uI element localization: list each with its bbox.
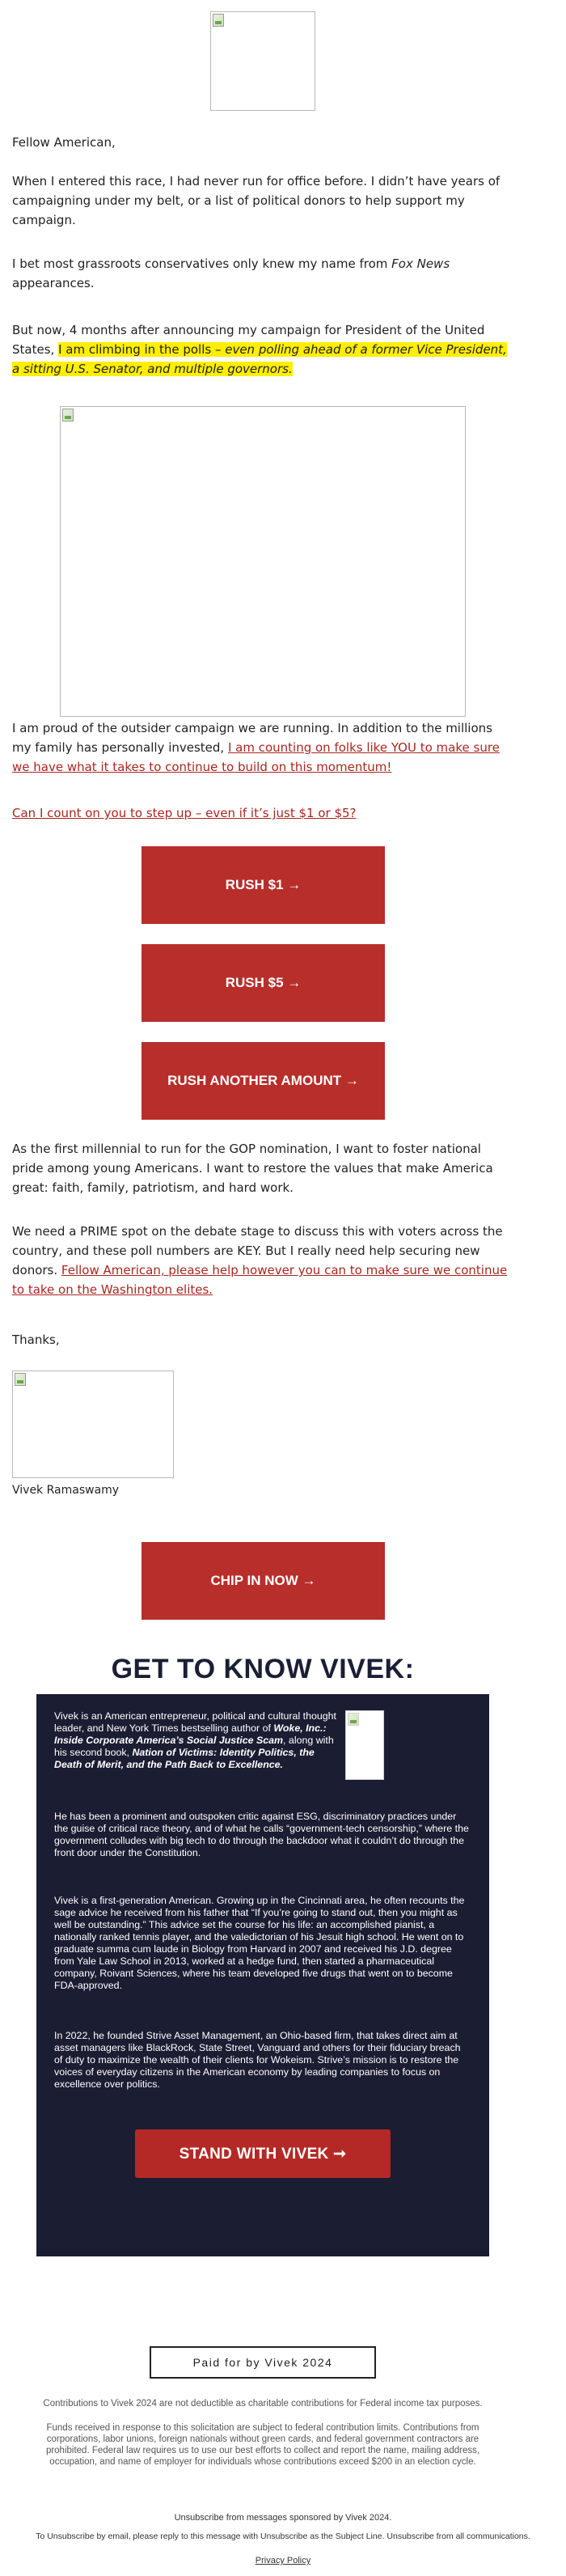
highlight-italic-text: even polling ahead of a former Vice President, a sitting U.S. Senator, and multiple governors. xyxy=(12,342,507,376)
signoff: Thanks, xyxy=(12,1332,60,1347)
about-paragraph-strive: In 2022, he founded Strive Asset Management, an Ohio-based firm, that takes direct aim at asset managers like BlackRock, State Street, Vanguard and others for their fiduciary breach of duty to maximize the wealth of their clients for Wokeism. Strive’s mission is to restore the voices of everyday citizens in the American economy by leading companies to focus on excellence over politics. xyxy=(54,2030,461,2090)
paragraph-text: appearances. xyxy=(12,276,95,290)
get-to-know-vivek-image xyxy=(345,1710,384,1780)
about-paragraph-esg: He has been a prominent and outspoken critic against ESG, discriminatory practices under the guise of critical race theory, and of what he calls “government-tech censorship,” where the government colludes with big tech to do through the backdoor what it couldn’t do through the front door under the Constitution. xyxy=(54,1811,469,1858)
contribution-limits-disclaimer: Funds received in response to this solicitation are subject to federal contribution limits. Contributions from corporations, labor unions, foreign nationals without green cards, and federal government contractors are prohibited. Federal law requires us to use our best efforts to collect and report the name, mailing address, occupation, and name of employer for individuals whose contributions exceed $200 in an election cycle. xyxy=(45,2423,480,2467)
counting-on-you-link[interactable]: I am counting on folks like YOU to make sure we have what it takes to continue to build on this momentum! xyxy=(12,740,500,774)
paragraph-text: We need a PRIME spot on the debate stage to discuss this with voters across the country, and these poll numbers are KEY. But I really need help securing new donors. xyxy=(12,1224,503,1277)
signature-image xyxy=(12,1371,174,1478)
about-paragraph-author xyxy=(54,1710,337,1771)
paragraph-text: I am proud of the outsider campaign we are running. In addition to the millions my family has personally invested, xyxy=(12,721,492,755)
paragraph-debate xyxy=(12,1222,513,1299)
fox-news-italic: Fox News xyxy=(391,256,450,271)
paragraph-fox-news xyxy=(12,254,513,293)
paid-for-box: Paid for by Vivek 2024 xyxy=(150,2346,376,2379)
main-campaign-image xyxy=(60,406,466,717)
broken-image-icon xyxy=(15,1373,26,1386)
broken-image-icon xyxy=(62,409,74,422)
help-however-link[interactable]: Fellow American, please help however you can to make sure we continue to take on the Washington elites. xyxy=(12,1263,508,1297)
about-vivek-panel xyxy=(36,1694,489,2256)
paragraph-millennial: As the first millennial to run for the GOP nomination, I want to foster national pride among young Americans. I want to restore the values that make America great: faith, family, patriotism, and hard work. xyxy=(12,1142,493,1195)
book-title-woke-inc: Woke, Inc.: Inside Corporate America’s Social Justice Scam xyxy=(54,1722,327,1746)
book-title-nation-of-victims: Nation of Victims: Identity Politics, the Death of Merit, and the Path Back to Excellence. xyxy=(54,1747,315,1770)
signature-name: Vivek Ramaswamy xyxy=(12,1484,120,1497)
about-paragraph-background: Vivek is a first-generation American. Growing up in the Cincinnati area, he often recounts the sage advice he received from his father that “If you’re going to stand out, then you might as well be outstanding.” This advice set the course for his life: an accomplished pianist, a nationally ranked tennis player, and the valedictorian of his Jesuit high school. He went on to graduate summa cum laude in Biology from Harvard in 2007 and received his J.D. degree from Yale Law School in 2013, worked at a hedge fund, then started a pharmaceutical company, Roivant Sciences, where his team developed five drugs that went on to become FDA-approved. xyxy=(54,1895,465,1991)
unsubscribe-email-text: To Unsubscribe by email, please reply to this message with Unsubscribe as the Subject Line. Unsubscribe from all communications. xyxy=(36,2532,530,2541)
paragraph-polls xyxy=(12,320,513,379)
tax-disclaimer: Contributions to Vivek 2024 are not deductible as charitable contributions for Federal income tax purposes. xyxy=(43,2399,483,2409)
highlight-text: I am climbing in the polls – xyxy=(58,342,226,357)
about-text: , along with his second book, xyxy=(54,1735,334,1758)
privacy-policy-row xyxy=(0,2555,566,2566)
about-text: Vivek is an American entrepreneur, political and cultural thought leader, and New York Times bestselling author of xyxy=(54,1710,336,1734)
rush-another-amount-button[interactable]: RUSH ANOTHER AMOUNT → xyxy=(142,1042,385,1120)
paragraph-intro: When I entered this race, I had never run for office before. I didn’t have years of campaigning under my belt, or a list of political donors to help support my campaign. xyxy=(12,174,501,227)
header-logo-image xyxy=(210,11,315,111)
privacy-policy-link[interactable]: Privacy Policy xyxy=(255,2556,311,2565)
rush-5-button[interactable]: RUSH $5 → xyxy=(142,944,385,1022)
rush-1-button[interactable]: RUSH $1 → xyxy=(142,846,385,924)
unsubscribe-sponsor-text: Unsubscribe from messages sponsored by Vivek 2024. xyxy=(174,2513,392,2523)
broken-image-icon xyxy=(213,14,224,27)
greeting: Fellow American, xyxy=(12,135,116,150)
stand-with-vivek-button[interactable]: STAND WITH VIVEK ➞ xyxy=(135,2129,391,2178)
get-to-know-heading: GET TO KNOW VIVEK: xyxy=(111,1654,415,1684)
paragraph-text: I bet most grassroots conservatives only knew my name from xyxy=(12,256,392,271)
image-alt-text: GET TO KNOW VIVEK xyxy=(348,1731,381,1761)
highlighted-polls-text xyxy=(12,342,507,376)
broken-image-icon xyxy=(348,1713,359,1726)
ask-paragraph xyxy=(12,803,513,823)
step-up-link[interactable]: Can I count on you to step up – even if it’s just $1 or $5? xyxy=(12,806,357,820)
paragraph-text: But now, 4 months after announcing my campaign for President of the United States, xyxy=(12,323,485,357)
chip-in-now-button[interactable]: CHIP IN NOW → xyxy=(142,1542,385,1620)
paragraph-outsider xyxy=(12,718,513,777)
